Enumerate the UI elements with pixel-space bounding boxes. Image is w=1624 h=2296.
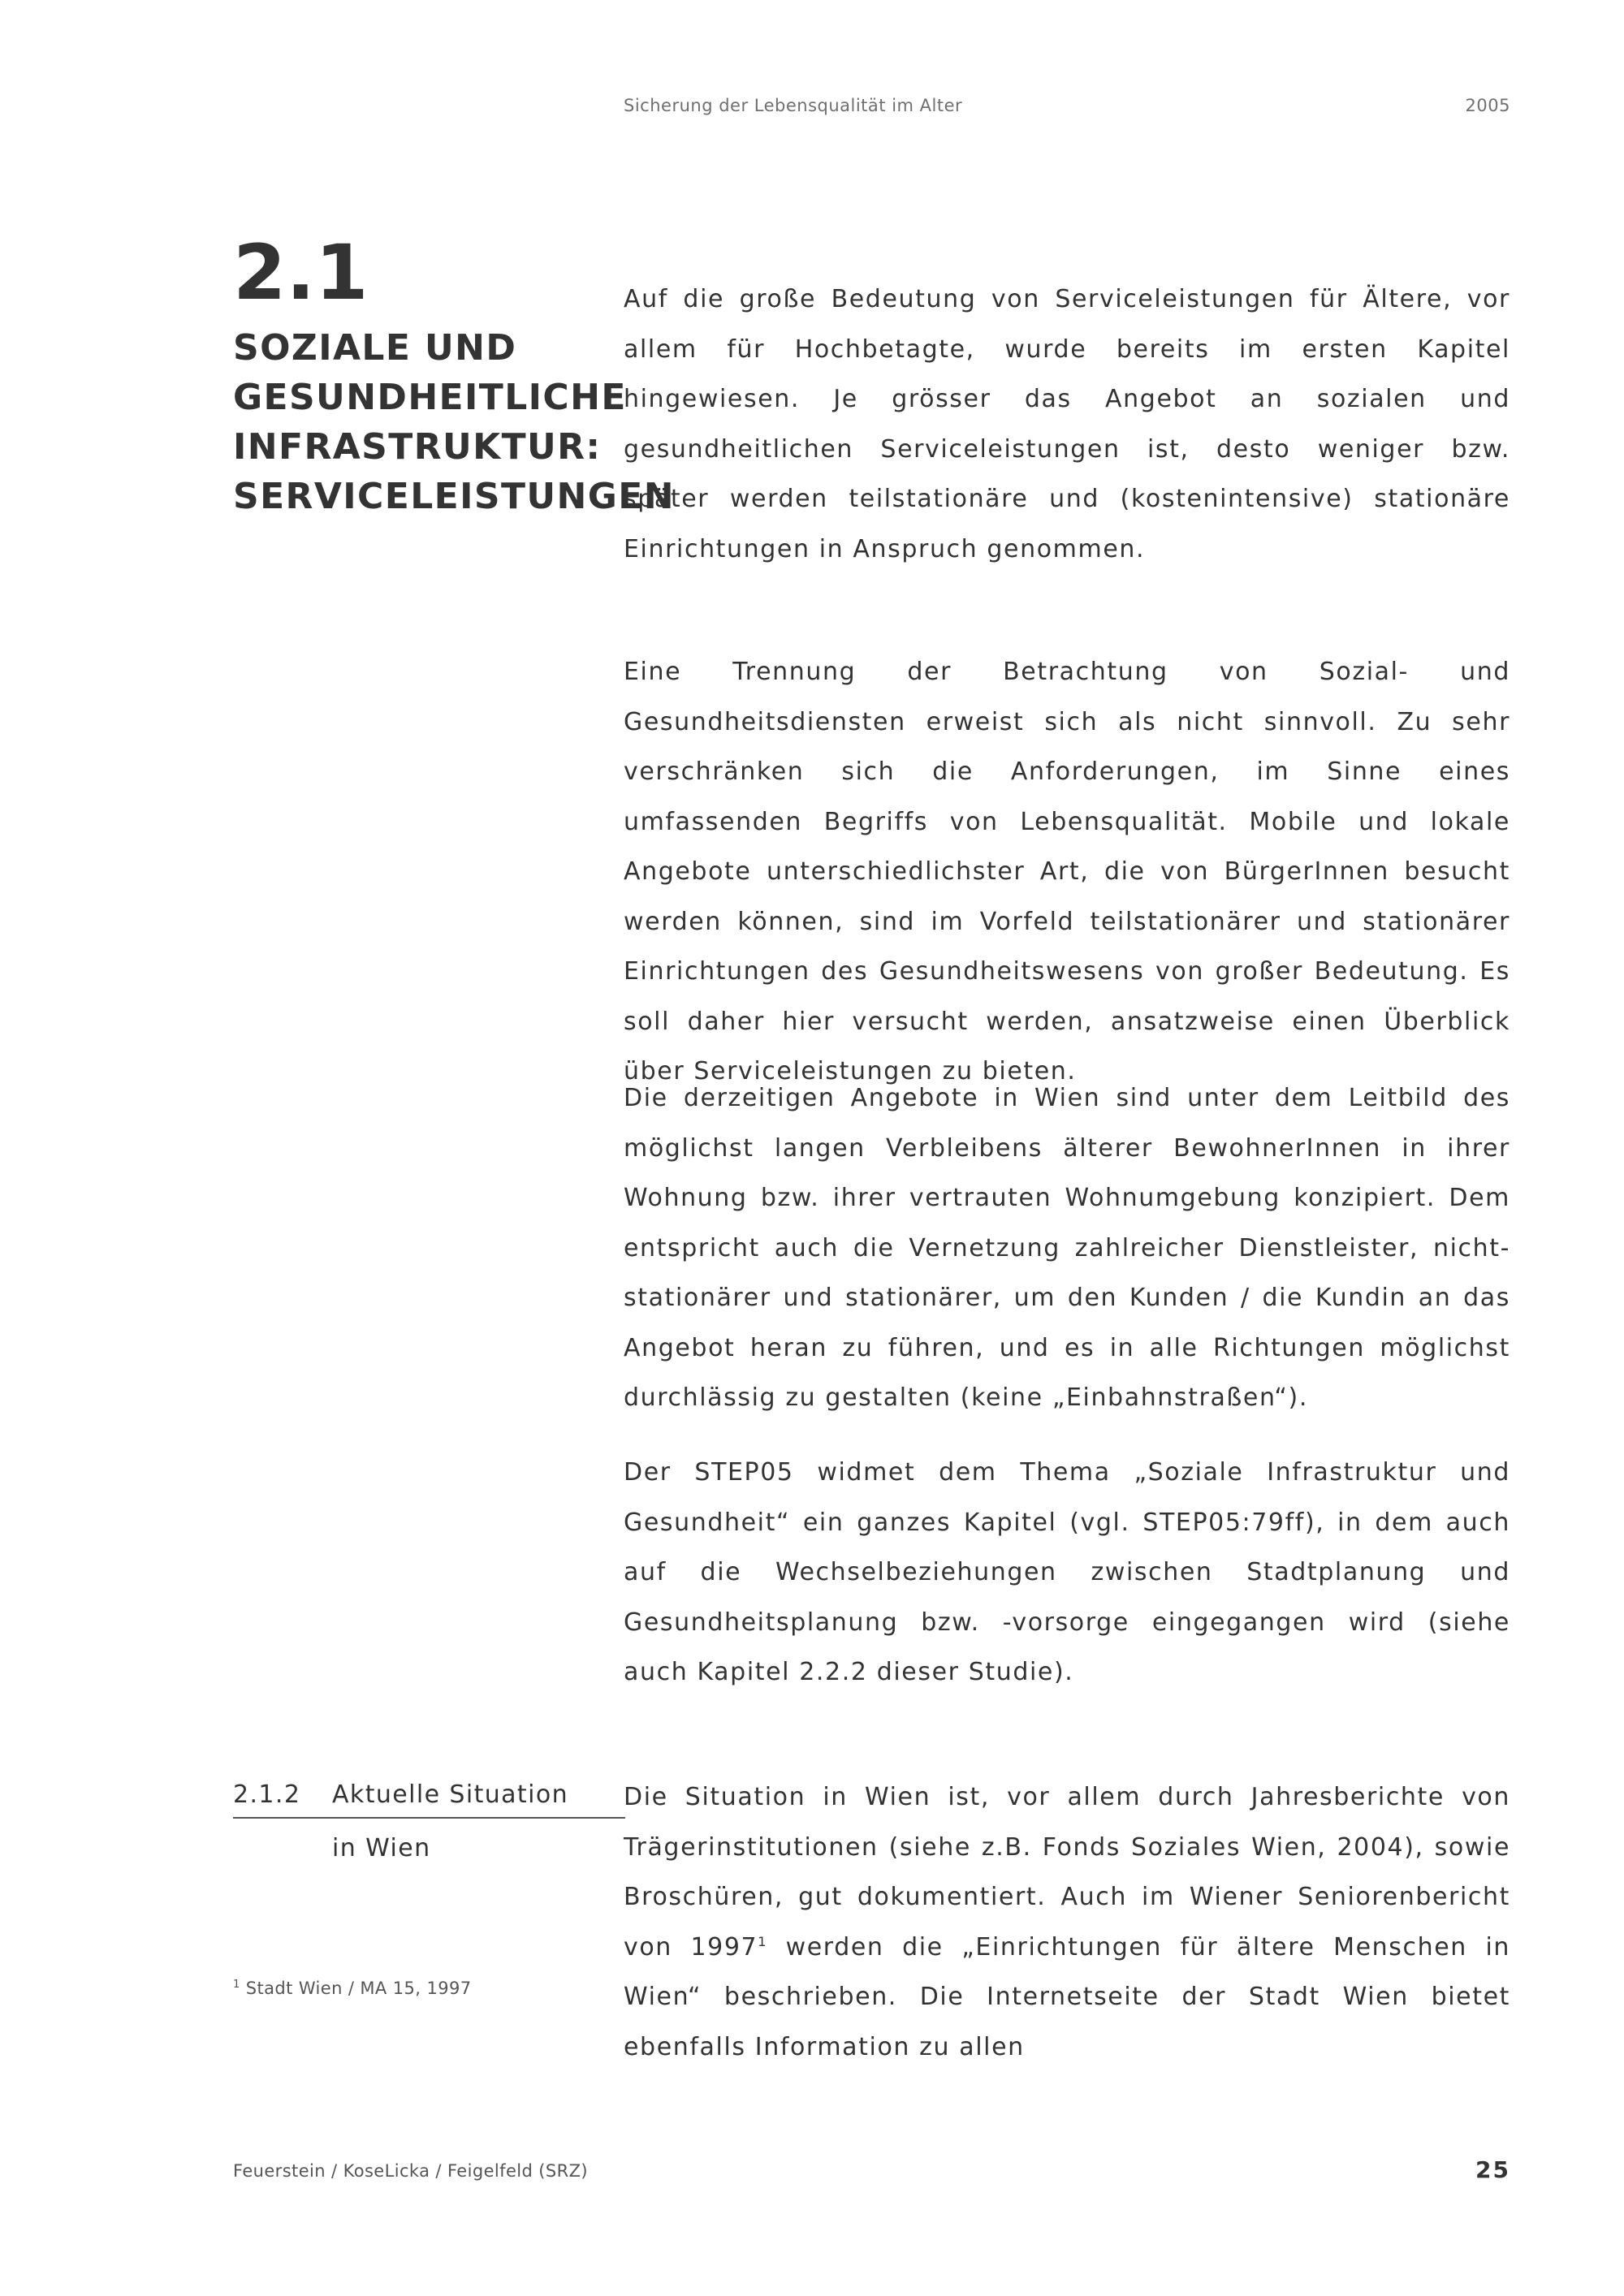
paragraph-text-part: werden die „Einrichtungen für ältere Menschen in Wien“ beschrieben. Die Internetseite der Stadt Wien bietet ebenfalls Information zu allen [624,1932,1510,2061]
section-number: 2.1 [233,229,369,317]
paragraph-text: Die derzeitigen Angebote in Wien sind unter dem Leitbild des möglichst langen Verbleibens älterer BewohnerInnen in ihrer Wohnung bzw. ihrer vertrauten Wohnumgebung konzipiert. Dem entspricht auch die Vernetzung zahlreicher Dienstleister, nicht-stationärer und stationärer, um den Kunden / die Kundin an das Angebot heran zu führen, und es in alle Richtungen möglichst durchlässig zu gestalten (keine „Einbahnstraßen“). [624,1084,1510,1412]
running-header-title: Sicherung der Lebensqualität im Alter [624,96,963,115]
subsection-heading [233,1772,625,1874]
body-paragraph-1 [624,274,1510,574]
section-title-line: SOZIALE UND [233,327,517,369]
paragraph-text: Eine Trennung der Betrachtung von Sozial- und Gesundheitsdiensten erweist sich als nicht sinnvoll. Zu sehr verschränken sich die Anforderungen, im Sinne eines umfassenden Begriffs von Lebensqualität. Mobile und lokale Angebote unterschiedlichster Art, die von BürgerInnen besucht werden können, sind im Vorfeld teilstationärer und stationärer Einrichtungen des Gesundheitswesens von großer Bedeutung. Es soll daher hier versucht werden, ansatzweise einen Überblick über Serviceleistungen zu bieten. [624,658,1510,1085]
paragraph-text: Auf die große Bedeutung von Serviceleistungen für Ältere, vor allem für Hochbetagte, wurde bereits im ersten Kapitel hingewiesen. Je grösser das Angebot an sozialen und gesundheitlichen Serviceleistungen ist, desto weniger bzw. später werden teilstationäre und (kostenintensive) stationäre Einrichtungen in Anspruch genommen. [624,285,1510,563]
section-title-line: SERVICELEISTUNGEN [233,476,675,517]
footnote-marker: 1 [233,1979,240,1991]
footnote-text: Stadt Wien / MA 15, 1997 [240,1979,472,1998]
footer-authors: Feuerstein / KoseLicka / Feigelfeld (SRZ) [233,2161,588,2181]
paragraph-text [624,1772,1510,2072]
paragraph-text: Der STEP05 widmet dem Thema „Soziale Infrastruktur und Gesundheit“ ein ganzes Kapitel (vgl. STEP05:79ff), in dem auch auf die Wechselbeziehungen zwischen Stadtplanung und Gesundheitsplanung bzw. -vorsorge eingegangen wird (siehe auch Kapitel 2.2.2 dieser Studie). [624,1458,1510,1686]
body-paragraph-4 [624,1448,1510,1698]
body-paragraph-3 [624,1073,1510,1423]
section-title-line: GESUNDHEITLICHE [233,377,627,418]
page-number: 25 [1475,2156,1510,2183]
body-paragraph-2 [624,647,1510,1097]
section-title [233,323,675,521]
subsection-title-line2: in Wien [332,1834,431,1862]
subsection-title-line1: Aktuelle Situation [332,1780,568,1809]
section-title-line: INFRASTRUKTUR: [233,426,602,468]
paragraph-text-part: Die Situation in Wien ist, vor allem durch Jahresberichte von Trägerinstitutionen (siehe z.B. Fonds Soziales Wien, 2004), sowie Broschüren, gut dokumentiert. Auch im Wiener Seniorenbericht von 1997 [624,1783,1510,1962]
footnote [233,1979,472,1998]
body-paragraph-5 [624,1772,1510,2072]
running-header-year: 2005 [1465,96,1510,115]
footnote-reference: 1 [758,1933,768,1949]
subsection-number: 2.1.2 [233,1780,301,1809]
